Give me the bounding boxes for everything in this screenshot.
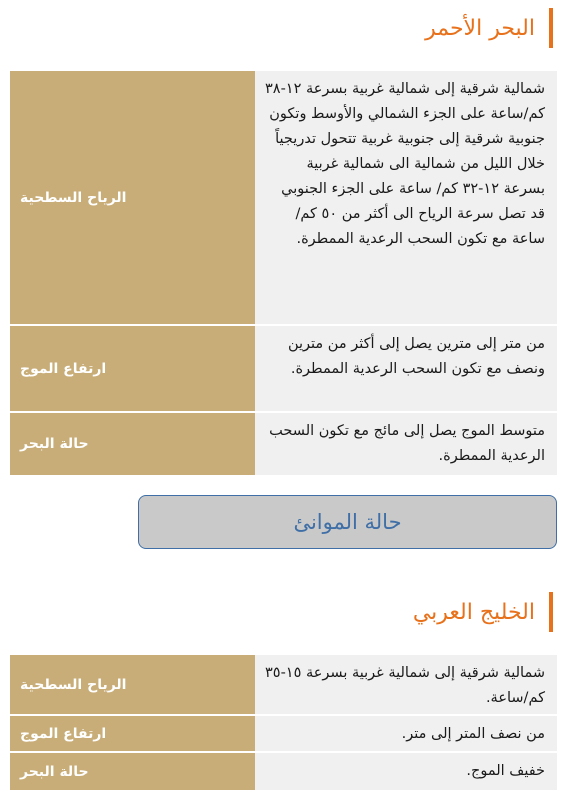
- heading-accent-bar: [549, 8, 553, 48]
- surface-winds-label: [10, 71, 255, 324]
- wave-height-value: من نصف المتر إلى متر.: [255, 716, 557, 751]
- arabian-gulf-heading: [12, 592, 553, 632]
- wave-height-label: [10, 716, 255, 751]
- row-label: حالة البحر: [20, 436, 89, 452]
- red-sea-table: [8, 71, 557, 475]
- table-row: [8, 326, 557, 411]
- wave-height-value: من متر إلى مترين يصل إلى أكثر من مترين ونصف مع تكون السحب الرعدية الممطرة.: [255, 326, 557, 411]
- red-sea-heading: [12, 8, 553, 48]
- sea-state-value: خفيف الموج.: [255, 753, 557, 790]
- sea-state-label: [10, 413, 255, 475]
- table-row: [8, 716, 557, 751]
- wave-height-label: [10, 326, 255, 411]
- row-label: ارتفاع الموج: [20, 725, 107, 742]
- surface-winds-label: [10, 655, 255, 714]
- sea-state-label: [10, 753, 255, 790]
- row-label: حالة البحر: [20, 763, 89, 780]
- table-row: [8, 753, 557, 790]
- surface-winds-value: شمالية شرقية إلى شمالية غربية بسرعة ١٥-٣٥ كم/ساعة.: [255, 655, 557, 714]
- table-row: [8, 413, 557, 475]
- arabian-gulf-table: [8, 655, 557, 790]
- arabian-gulf-title: الخليج العربي: [412, 599, 535, 625]
- sea-state-value: متوسط الموج يصل إلى مائج مع تكون السحب الرعدية الممطرة.: [255, 413, 557, 475]
- table-row: [8, 71, 557, 324]
- surface-winds-value: شمالية شرقية إلى شمالية غربية بسرعة ١٢-٣٨ كم/ساعة على الجزء الشمالي والأوسط وتكون جنوبية شرقية إلى جنوبية غربية تتحول تدريجياً خلال الليل من شمالية الى شمالية غربية بسرعة ١٢-٣٢ كم/ ساعة على الجزء الجنوبي قد تصل سرعة الرياح الى أكثر من ٥٠ كم/ ساعة مع تكون السحب الرعدية الممطرة.: [255, 71, 557, 324]
- ports-status-button[interactable]: حالة الموانئ: [138, 495, 557, 549]
- heading-accent-bar: [549, 592, 553, 632]
- row-label: ارتفاع الموج: [20, 360, 107, 377]
- table-row: [8, 655, 557, 714]
- row-label: الرياح السطحية: [20, 189, 127, 206]
- red-sea-title: البحر الأحمر: [425, 15, 535, 41]
- row-label: الرياح السطحية: [20, 676, 127, 693]
